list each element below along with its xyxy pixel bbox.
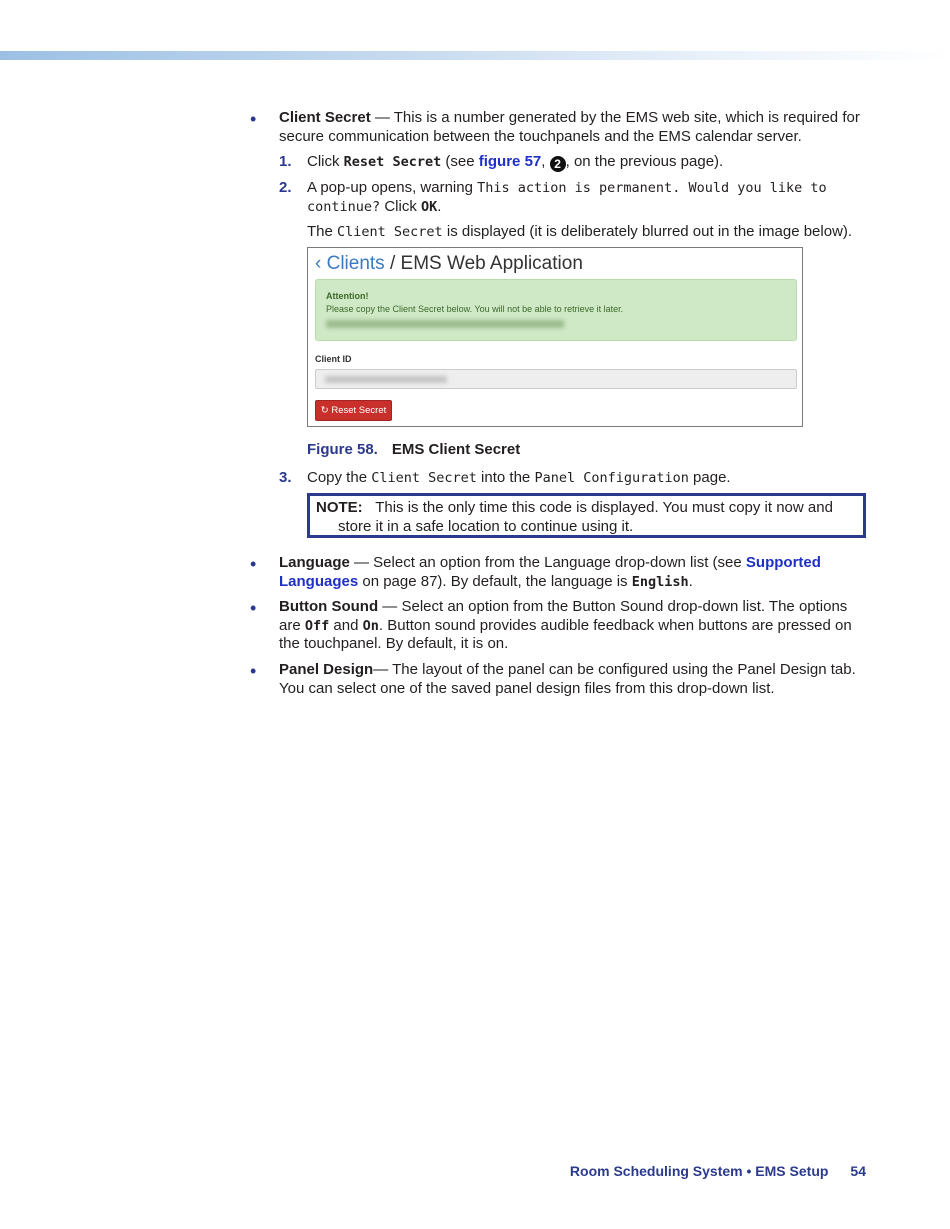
panel-design-paragraph	[279, 661, 869, 698]
bullet-dot: •	[250, 109, 257, 129]
language-desc-2: on page 87). By default, the language is	[358, 572, 632, 590]
language-term: Language	[279, 554, 350, 571]
figure-caption	[307, 441, 520, 460]
reset-secret-button-label: Reset Secret	[331, 405, 387, 416]
step-2-c: .	[437, 197, 442, 215]
client-secret-term: Client Secret	[279, 109, 371, 126]
reset-secret-code: Reset Secret	[343, 154, 442, 170]
panel-configuration-code: Panel Configuration	[534, 470, 689, 486]
step-2-b: Click	[380, 197, 421, 215]
refresh-icon: ↻	[320, 405, 329, 416]
ok-code: OK	[421, 198, 438, 215]
client-id-label: Client ID	[315, 354, 352, 364]
step-1-b: (see	[441, 153, 479, 170]
note-text-1: This is the only time this code is displayed. You must copy it now and	[375, 499, 833, 516]
client-secret-code-2: Client Secret	[371, 470, 477, 486]
client-id-field	[315, 369, 797, 389]
page-footer	[570, 1162, 866, 1181]
language-end: .	[688, 572, 693, 590]
step-2-a: A pop-up opens, warning	[307, 179, 478, 196]
language-paragraph	[279, 554, 869, 591]
client-secret-paragraph	[279, 109, 869, 146]
warning-code: This action is permanent. Would you like to continue?	[307, 180, 827, 215]
panel-design-desc: — The layout of the panel can be configured using the Panel Design tab. You can select one of the saved panel design files from this drop-down list.	[279, 661, 856, 697]
breadcrumb-separator: /	[384, 253, 401, 274]
alert-message: Please copy the Client Secret below. You will not be able to retrieve it later.	[326, 304, 624, 314]
step-1-number: 1.	[279, 153, 292, 170]
ems-client-secret-screenshot	[307, 247, 803, 427]
footer-title: Room Scheduling System • EMS Setup	[569, 1163, 829, 1179]
supported-languages-link[interactable]: Supported Languages	[279, 554, 821, 590]
step-1-a: Click	[307, 153, 344, 170]
application-title: EMS Web Application	[400, 253, 583, 274]
figure-title: EMS Client Secret	[391, 441, 521, 458]
clients-breadcrumb-link: Clients	[326, 253, 385, 274]
bullet-dot: •	[250, 554, 257, 574]
client-secret-desc: — This is a number generated by the EMS web site, which is required for secure communication between the touchpanels and the EMS calendar server.	[279, 109, 860, 145]
page-number: 54	[850, 1163, 866, 1179]
panel-design-term: Panel Design	[279, 661, 374, 678]
step-1-d: , on the previous page).	[565, 153, 724, 170]
note-box	[307, 493, 866, 538]
step-1-c: ,	[541, 153, 550, 170]
client-secret-code: Client Secret	[337, 224, 443, 240]
step-3-a: Copy the	[307, 469, 372, 486]
step-3-number: 3.	[279, 469, 292, 486]
step-2-text	[307, 179, 867, 216]
bullet-dot: •	[250, 661, 257, 681]
language-desc-1: — Select an option from the Language drop-down list (see	[349, 554, 746, 571]
alert-heading: Attention!	[326, 291, 369, 301]
step-2-number: 2.	[279, 179, 292, 196]
attention-alert	[315, 279, 797, 341]
note-line-1	[316, 499, 857, 518]
blurred-client-id	[325, 376, 447, 383]
reset-secret-button	[315, 400, 392, 421]
step-3-b: into the	[476, 469, 535, 486]
step-2-p-a: The	[307, 223, 338, 240]
button-sound-term: Button Sound	[279, 598, 379, 615]
header-gradient-bar	[0, 51, 950, 60]
button-sound-and: and	[329, 616, 363, 634]
step-1-text	[307, 153, 867, 172]
screenshot-title	[315, 252, 583, 276]
step-3-text	[307, 469, 867, 488]
english-code: English	[631, 573, 689, 590]
button-sound-paragraph	[279, 598, 869, 654]
note-text-2: store it in a safe location to continue using it.	[338, 517, 634, 535]
callout-number-icon: 2	[550, 156, 566, 172]
on-code: On	[362, 617, 379, 634]
step-2-p-b: is displayed (it is deliberately blurred out in the image below).	[442, 223, 853, 240]
off-code: Off	[304, 617, 330, 634]
client-secret-displayed-text	[307, 223, 867, 242]
button-sound-desc-1: — Select an option from the Button Sound drop-down list. The options are	[279, 598, 848, 634]
back-chevron-icon: ‹	[315, 253, 322, 274]
blurred-client-secret	[326, 320, 564, 328]
bullet-dot: •	[250, 598, 257, 618]
button-sound-desc-2: . Button sound provides audible feedback when buttons are pressed on the touchpanel. By default, it is on.	[279, 616, 852, 652]
note-label: NOTE:	[316, 499, 363, 516]
figure-number: Figure 58.	[307, 441, 378, 458]
step-3-c: page.	[688, 469, 731, 486]
figure-57-link[interactable]: figure 57	[478, 153, 542, 170]
